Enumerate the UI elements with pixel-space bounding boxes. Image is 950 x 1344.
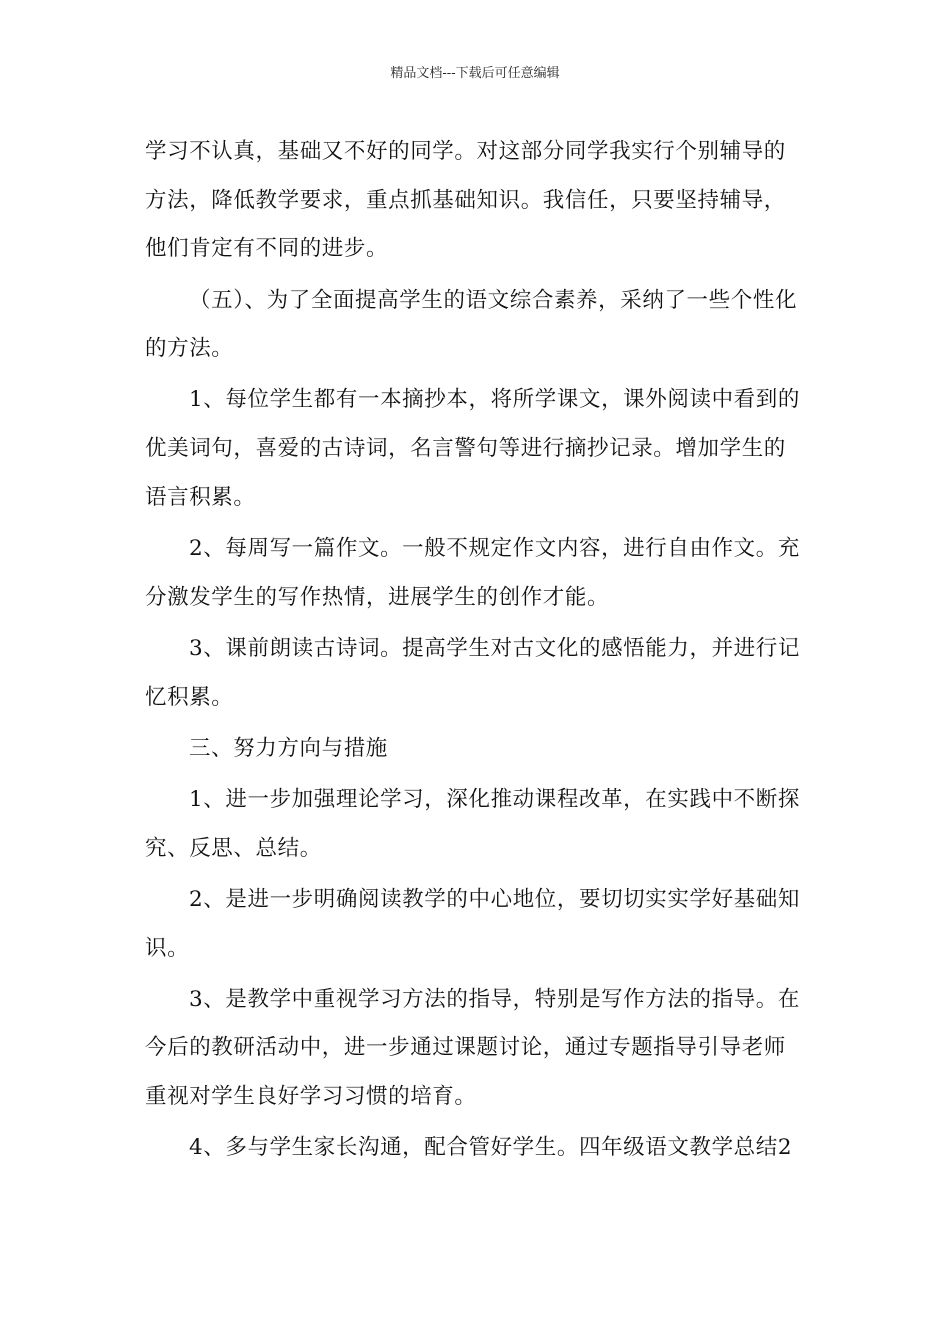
text-line: 3、是教学中重视学习方法的指导，特别是写作方法的指导。在 [189,986,800,1012]
text-line: 优美词句，喜爱的古诗词，名言警句等进行摘抄记录。增加学生的 [145,436,786,462]
text-line: 方法，降低教学要求，重点抓基础知识。我信任，只要坚持辅导， [145,187,786,213]
text-line: 3、课前朗读古诗词。提高学生对古文化的感悟能力，并进行记 [189,635,800,661]
paragraph [145,876,810,973]
paragraph [145,525,810,622]
text-line: 究、反思、总结。 [145,835,322,861]
text-line: 2、是进一步明确阅读教学的中心地位，要切切实实学好基础知 [189,886,800,912]
text-line: 识。 [145,935,190,961]
text-line: 语言积累。 [145,484,256,510]
paragraph [145,277,810,374]
text-line: 的方法。 [145,336,234,362]
paragraph [145,128,810,274]
text-line: 重视对学生良好学习习惯的培育。 [145,1084,477,1110]
text-line: 分激发学生的写作热情，进展学生的创作才能。 [145,584,610,610]
text-line: 学习不认真，基础又不好的同学。对这部分同学我实行个别辅导的 [145,139,786,164]
text-line: 忆积累。 [145,684,234,710]
paragraph [145,376,810,522]
page-header: 精品文档---下载后可任意编辑 [390,66,560,81]
paragraph [145,625,810,722]
text-line: 4、多与学生家长沟通，配合管好学生。四年级语文教学总结2 [189,1135,793,1161]
paragraph [145,776,810,873]
text-line: （五）、为了全面提高学生的语文综合素养，采纳了一些个性化 [189,287,798,313]
document-body [145,128,810,1173]
section-heading [145,725,810,774]
paragraph [145,1124,810,1173]
text-line: 2、每周写一篇作文。一般不规定作文内容，进行自由作文。充 [189,536,800,561]
text-line: 1、每位学生都有一本摘抄本，将所学课文，课外阅读中看到的 [189,387,800,413]
text-line: 今后的教研活动中，进一步通过课题讨论，通过专题指导引导老师 [145,1035,786,1061]
text-line: 三、努力方向与措施 [189,735,388,761]
paragraph [145,976,810,1122]
text-line: 1、进一步加强理论学习，深化推动课程改革，在实践中不断探 [189,786,800,812]
text-line: 他们肯定有不同的进步。 [145,236,389,262]
